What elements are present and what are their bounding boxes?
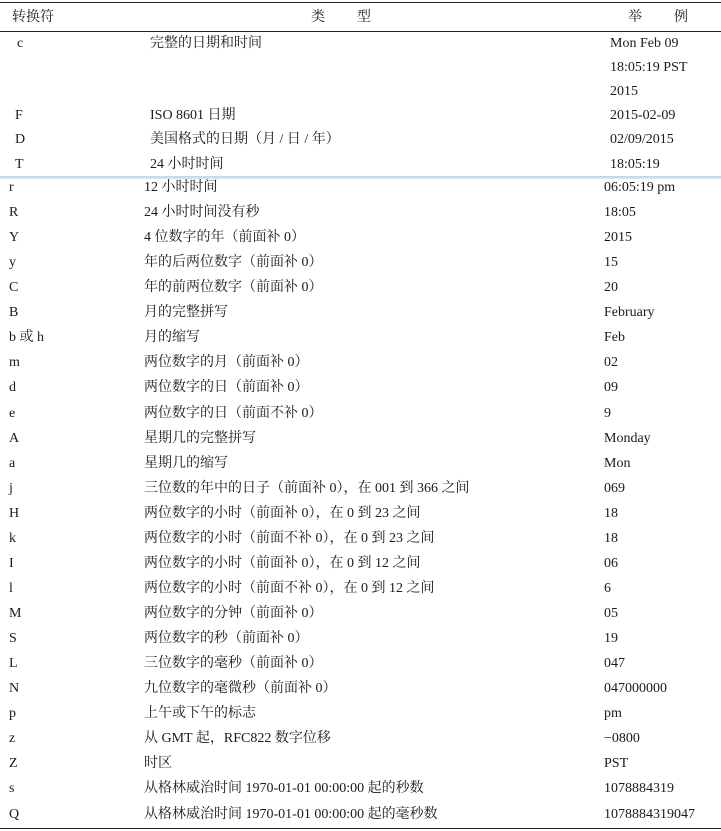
cell-example: February	[604, 305, 655, 320]
cell-code: e	[9, 406, 16, 421]
table-top-rule	[0, 2, 721, 3]
cell-type: 时区	[144, 756, 172, 771]
cell-example: 06	[604, 556, 618, 571]
cell-type: 从格林威治时间 1970-01-01 00:00:00 起的毫秒数	[144, 807, 438, 822]
cell-example: Feb	[604, 330, 625, 345]
cell-example: 9	[604, 406, 611, 421]
table-bottom-rule	[0, 828, 721, 829]
cell-type: 两位数字的日（前面不补 0）	[144, 406, 323, 421]
cell-type: 两位数字的小时（前面补 0），在 0 到 12 之间	[144, 556, 421, 571]
cell-type: 星期几的完整拼写	[144, 431, 256, 446]
cell-type: ISO 8601 日期	[150, 108, 236, 123]
cell-example	[610, 104, 675, 128]
cell-code: b 或 h	[9, 330, 44, 345]
header-type: 类型	[311, 10, 403, 25]
cell-type: 两位数字的日（前面补 0）	[144, 380, 309, 395]
cell-code: S	[9, 631, 17, 646]
cell-example-line: 18:05:19	[610, 157, 660, 172]
cell-type: 两位数字的分钟（前面补 0）	[144, 606, 323, 621]
cell-code: k	[9, 531, 16, 546]
cell-type: 星期几的缩写	[144, 456, 228, 471]
cell-type: 月的缩写	[144, 330, 200, 345]
cell-example	[610, 32, 687, 104]
cell-example: 09	[604, 380, 618, 395]
cell-type: 美国格式的日期（月 / 日 / 年）	[150, 132, 340, 147]
cell-example: 1078884319047	[604, 807, 695, 822]
cell-code: I	[9, 556, 14, 571]
cell-example: 05	[604, 606, 618, 621]
cell-code: B	[9, 305, 19, 320]
cell-type: 从格林威治时间 1970-01-01 00:00:00 起的秒数	[144, 781, 424, 796]
cell-code: s	[9, 781, 15, 796]
cell-example: 20	[604, 280, 618, 295]
cell-code: Q	[9, 807, 20, 822]
cell-example: 047000000	[604, 681, 667, 696]
cell-example: pm	[604, 706, 622, 721]
cell-example	[610, 153, 660, 177]
cell-code: l	[9, 581, 13, 596]
cell-code: Y	[9, 230, 20, 245]
cell-example-line: 02/09/2015	[610, 132, 674, 147]
cell-type: 完整的日期和时间	[150, 36, 262, 51]
cell-code: N	[9, 681, 20, 696]
cell-code: L	[9, 656, 18, 671]
cell-type: 24 小时时间没有秒	[144, 205, 260, 220]
cell-example: 1078884319	[604, 781, 674, 796]
cell-example: PST	[604, 756, 629, 771]
cell-code: m	[9, 355, 20, 370]
cell-example: 2015	[604, 230, 632, 245]
cell-code: d	[9, 380, 16, 395]
cell-code: H	[9, 506, 20, 521]
cell-type: 年的前两位数字（前面补 0）	[144, 280, 323, 295]
cell-code: p	[9, 706, 16, 721]
cell-type: 两位数字的小时（前面不补 0），在 0 到 12 之间	[144, 581, 435, 596]
cell-type: 两位数字的月（前面补 0）	[144, 355, 309, 370]
cell-type: 三位数的年中的日子（前面补 0），在 001 到 366 之间	[144, 481, 470, 496]
cell-code: r	[9, 180, 14, 195]
cell-example-line: 2015	[610, 84, 638, 99]
cell-type: 三位数字的毫秒（前面补 0）	[144, 656, 323, 671]
cell-code: A	[9, 431, 20, 446]
cell-example: 18	[604, 506, 618, 521]
cell-code: j	[9, 481, 13, 496]
header-code: 转换符	[12, 10, 54, 25]
cell-example-line: 18:05:19 PST	[610, 60, 688, 75]
cell-type: 月的完整拼写	[144, 305, 228, 320]
cell-example: 18	[604, 531, 618, 546]
cell-code: c	[17, 36, 24, 51]
cell-type: 九位数字的毫微秒（前面补 0）	[144, 681, 337, 696]
cell-example: 06:05:19 pm	[604, 180, 676, 195]
cell-example: 02	[604, 355, 618, 370]
cell-code: T	[15, 157, 24, 172]
cell-example	[610, 128, 674, 152]
cell-example: 047	[604, 656, 625, 671]
cell-type: 24 小时时间	[150, 157, 224, 172]
cell-code: C	[9, 280, 19, 295]
cell-code: M	[9, 606, 22, 621]
cell-code: Z	[9, 756, 18, 771]
cell-example: 6	[604, 581, 611, 596]
cell-example: 18:05	[604, 205, 636, 220]
cell-example: Monday	[604, 431, 651, 446]
cell-code: R	[9, 205, 19, 220]
cell-example-line: Mon Feb 09	[610, 36, 679, 51]
cell-example: 19	[604, 631, 618, 646]
cell-type: 12 小时时间	[144, 180, 218, 195]
cell-code: a	[9, 456, 16, 471]
cell-example: −0800	[604, 731, 640, 746]
cell-example: 15	[604, 255, 618, 270]
cell-code: z	[9, 731, 16, 746]
cell-type: 上午或下午的标志	[144, 706, 256, 721]
cell-type: 从 GMT 起，RFC822 数字位移	[144, 731, 331, 746]
cell-example-line: 2015-02-09	[610, 108, 676, 123]
header-example: 举例	[628, 10, 720, 25]
cell-type: 两位数字的小时（前面补 0），在 0 到 23 之间	[144, 506, 421, 521]
cell-type: 两位数字的小时（前面不补 0），在 0 到 23 之间	[144, 531, 435, 546]
cell-code: D	[15, 132, 26, 147]
cell-example: Mon	[604, 456, 631, 471]
cell-type: 两位数字的秒（前面补 0）	[144, 631, 309, 646]
cell-type: 年的后两位数字（前面补 0）	[144, 255, 323, 270]
cell-example: 069	[604, 481, 625, 496]
cell-code: y	[9, 255, 16, 270]
cell-type: 4 位数字的年（前面补 0）	[144, 230, 305, 245]
cell-code: F	[15, 108, 23, 123]
